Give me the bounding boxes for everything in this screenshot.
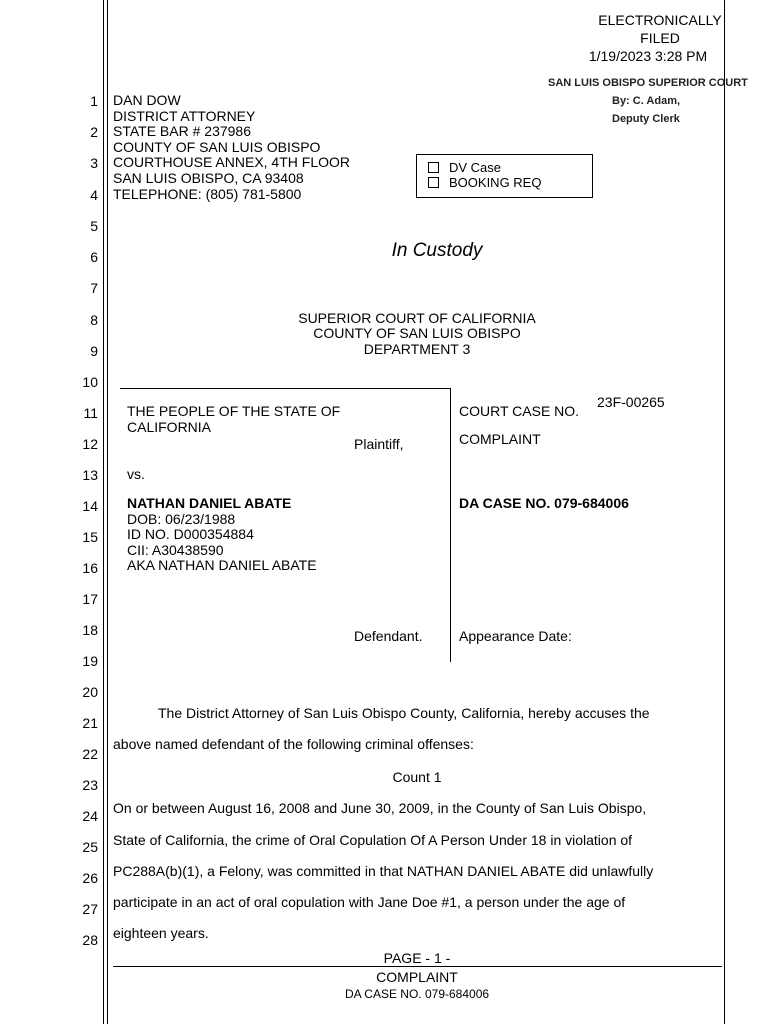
footer-da-case: DA CASE NO. 079-684006 <box>344 987 490 1001</box>
caption-vs: vs. <box>127 466 145 482</box>
line-number: 16 <box>82 560 98 576</box>
line-number: 28 <box>82 932 98 948</box>
filed-label: ELECTRONICALLY <box>598 12 722 28</box>
footer-title: COMPLAINT <box>376 969 458 985</box>
line-number: 5 <box>90 218 98 234</box>
line-number: 25 <box>82 839 98 855</box>
defendant-cii: CII: A30438590 <box>127 542 224 558</box>
defendant-name: NATHAN DANIEL ABATE <box>127 495 292 511</box>
defendant-aka: AKA NATHAN DANIEL ABATE <box>127 557 317 573</box>
left-margin-rule-inner <box>107 0 108 1024</box>
clerk-stamp-court: SAN LUIS OBISPO SUPERIOR COURT <box>548 77 748 89</box>
line-number: 11 <box>83 405 98 421</box>
line-number: 22 <box>82 746 98 762</box>
left-margin-rule-outer <box>103 0 104 1024</box>
line-number: 24 <box>82 808 98 824</box>
dv-case-checkbox[interactable] <box>428 162 439 173</box>
line-number: 15 <box>82 529 98 545</box>
line-number: 21 <box>82 715 98 731</box>
attorney-county: COUNTY OF SAN LUIS OBISPO <box>113 138 321 155</box>
caption-people-line-1: THE PEOPLE OF THE STATE OF <box>127 403 341 419</box>
caption-plaintiff: Plaintiff, <box>354 436 404 452</box>
custody-status: In Custody <box>391 240 483 261</box>
accusation-line-2: above named defendant of the following criminal offenses: <box>113 736 474 752</box>
caption-divider <box>450 388 451 662</box>
line-number: 6 <box>90 249 98 265</box>
court-case-number: 23F-00265 <box>597 394 665 410</box>
line-number: 14 <box>82 498 98 514</box>
appearance-date: Appearance Date: <box>459 628 572 644</box>
line-number: 1 <box>90 93 98 109</box>
da-case-number: DA CASE NO. 079-684006 <box>459 495 629 511</box>
right-margin-rule <box>724 0 725 1024</box>
line-number: 4 <box>90 187 98 203</box>
footer-rule <box>113 966 722 967</box>
line-number: 19 <box>82 653 98 669</box>
line-number: 17 <box>82 591 98 607</box>
booking-req-label: BOOKING REQ <box>449 175 542 190</box>
line-number: 26 <box>82 870 98 886</box>
line-number: 10 <box>82 374 98 390</box>
document-type: COMPLAINT <box>459 431 541 447</box>
dv-case-label: DV Case <box>449 160 502 175</box>
line-number: 7 <box>90 280 98 296</box>
line-number: 12 <box>82 436 98 452</box>
line-number: 3 <box>90 155 98 171</box>
line-number: 2 <box>90 124 98 140</box>
line-number: 13 <box>82 467 98 483</box>
line-number: 23 <box>82 777 98 793</box>
caption-defendant: Defendant. <box>354 628 423 644</box>
caption-people-line-2: CALIFORNIA <box>127 419 212 435</box>
dv-case-option[interactable] <box>428 160 501 175</box>
count-line-26: PC288A(b)(1), a Felony, was committed in that NATHAN DANIEL ABATE did unlawfully <box>113 863 654 879</box>
accusation-line-1: The District Attorney of San Luis Obispo County, California, hereby accuses the <box>158 705 650 721</box>
line-number: 18 <box>82 622 98 638</box>
attorney-phone: TELEPHONE: (805) 781-5800 <box>113 185 302 202</box>
attorney-block <box>113 93 350 202</box>
attorney-address-1: COURTHOUSE ANNEX, 4TH FLOOR <box>113 154 351 171</box>
filed-date: 1/19/2023 3:28 PM <box>588 48 708 64</box>
court-department: DEPARTMENT 3 <box>363 341 471 357</box>
footer-page-number: PAGE - 1 - <box>383 950 451 966</box>
attorney-address-2: SAN LUIS OBISPO, CA 93408 <box>113 169 304 186</box>
count-line-25: State of California, the crime of Oral Copulation Of A Person Under 18 in violation of <box>113 832 633 848</box>
attorney-title: DISTRICT ATTORNEY <box>113 107 256 124</box>
defendant-dob: DOB: 06/23/1988 <box>127 511 236 527</box>
line-number: 9 <box>90 343 98 359</box>
filed-label-2: FILED <box>640 30 680 46</box>
count-line-27: participate in an act of oral copulation with Jane Doe #1, a person under the age of <box>113 894 626 910</box>
line-number: 27 <box>82 901 98 917</box>
booking-req-checkbox[interactable] <box>428 177 439 188</box>
booking-req-option[interactable] <box>428 175 541 190</box>
line-number: 8 <box>90 312 98 328</box>
court-case-label: COURT CASE NO. <box>459 403 580 419</box>
caption-top-rule <box>120 388 451 389</box>
line-number: 20 <box>82 684 98 700</box>
clerk-stamp-title: Deputy Clerk <box>612 113 680 125</box>
count-line-24: On or between August 16, 2008 and June 30, 2009, in the County of San Luis Obispo, <box>113 800 647 816</box>
attorney-name: DAN DOW <box>113 92 181 108</box>
defendant-id: ID NO. D000354884 <box>127 526 254 542</box>
count-line-28: eighteen years. <box>113 925 209 941</box>
count-heading: Count 1 <box>392 769 442 785</box>
attorney-bar: STATE BAR # 237986 <box>113 123 251 140</box>
court-county: COUNTY OF SAN LUIS OBISPO <box>313 325 521 341</box>
clerk-stamp-by: By: C. Adam, <box>612 95 681 107</box>
court-name: SUPERIOR COURT OF CALIFORNIA <box>298 310 536 326</box>
